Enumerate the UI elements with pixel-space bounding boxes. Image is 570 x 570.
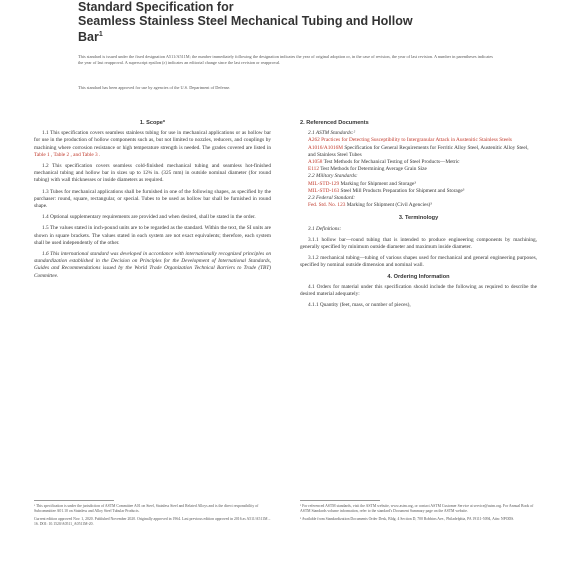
federal-standard-label: 2.3 Federal Standard: [308, 195, 356, 202]
referenced-documents-heading: 2. Referenced Documents [300, 120, 369, 126]
mil-ref-item: MIL-STD-163 Steel Mill Products Preparation for Shipment and Storage³ [308, 187, 465, 194]
ordering-heading: 4. Ordering Information [387, 273, 450, 280]
para-1-2: 1.2 This specification covers seamless cold-finished mechanical tubing and seamless hot-finished mechanical tubing and hollow bar in sizes up to 12¾ in. (325 mm) in outside nominal diameter (for round tubing) with wall thicknesses or inside diameters as required. [34, 163, 271, 184]
title-line-2: Seamless Stainless Steel Mechanical Tubing and Hollow [78, 14, 413, 28]
para-1-1: 1.1 This specification covers seamless stainless tubing for use in mechanical applications or as hollow bar for use in the production of hollow components such as, but not limited to nozzles, reducers, and couplings by machining where corrosion resistance or high temperature strength is needed. The grades covered are listed in Table 1 , Table 2 , and Table 3 . [34, 130, 271, 158]
right-footnotes [300, 504, 537, 522]
footnote-1: ¹ This specification is under the jurisdiction of ASTM Committee A01 on Steel, Stainless Steel and Related Alloys and is the direct responsibility of Subcommittee A01.10 on Stainless and Alloy Steel Tubular Products. [34, 504, 259, 513]
footnote-2: ² For referenced ASTM standards, visit the ASTM website, www.astm.org, or contact ASTM Customer Service at service@astm.org. For Annual Book of ASTM Standards volume information, refer to the standard's Document Summary page on the ASTM website. [300, 504, 534, 513]
document-title [78, 0, 548, 44]
left-footnote-rule [34, 500, 114, 501]
astm-standards-label: 2.1 ASTM Standards:² [308, 130, 356, 137]
title-line-1: Standard Specification for [78, 0, 234, 14]
para-1-5: 1.5 The values stated in inch-pound units are to be regarded as the standard. Within the text, the SI units are shown in square brackets. The values stated in each system are not exact equivalents; therefore, each system shall be used independently of the other. [34, 225, 271, 246]
dod-notice: This standard has been approved for use by agencies of the U.S. Department of Defense. [78, 85, 231, 90]
title-line-3: Bar$^1$ [78, 30, 103, 45]
para-1-3: 1.3 Tubes for mechanical applications shall be furnished in one of the following shapes, as specified by the purchaser: round, square, rectangular, or special. Tubes to be used as hollow bar shall be furnished in round shape. [34, 188, 271, 210]
mil-ref-item: MIL-STD-129 Marking for Shipment and Storage³ [308, 180, 416, 187]
left-column [34, 120, 271, 284]
para-4-1: 4.1 Orders for material under this specification should include the following as required to describe the desired material adequately: [300, 283, 537, 298]
para-1-6: 1.6 This international standard was developed in accordance with internationally recognized principles on standardization established in the Decision on Principles for the Development of International Standards, Guides and Recommendations issued by the World Trade Organization Technical Barriers to Trade (TBT) Committee. [34, 251, 271, 279]
para-4-1-1: 4.1.1 Quantity (feet, mass, or number of pieces), [308, 302, 411, 309]
para-1-4: 1.4 Optional supplementary requirements are provided and when desired, shall be stated in the order. [42, 214, 256, 221]
ref-item: A262 Practices for Detecting Susceptibility to Intergranular Attack in Austenitic Stainless Steels [308, 137, 512, 144]
fed-ref-item: Fed. Std. No. 123 Marking for Shipment (Civil Agencies)³ [308, 202, 432, 209]
military-standards-label: 2.2 Military Standards: [308, 173, 358, 180]
right-column [300, 120, 537, 313]
para-3-1-2: 3.1.2 mechanical tubing—tubing of various shapes used for mechanical and general engineering purposes, specified by nominal outside dimension and nominal wall. [300, 255, 537, 269]
terminology-heading: 3. Terminology [398, 215, 439, 222]
footnote-3: ³ Available from Standardization Documents Order Desk, Bldg. 4 Section D, 700 Robbins Ave., Philadelphia, PA 19111-5094, Attn: NPODS. [300, 517, 515, 521]
title-footnote-mark: 1 [98, 31, 103, 38]
para-3-1: 3.1 Definitions: [308, 225, 342, 232]
ref-item: E112 Test Methods for Determining Average Grain Size [308, 166, 427, 173]
table-links[interactable]: Table 1 , Table 2 , and Table 3 . [34, 151, 101, 158]
right-footnote-rule [300, 500, 380, 501]
para-3-1-1: 3.1.1 hollow bar—round tubing that is intended to produce engineering components by machining, generally specified by minimum outside diameter and maximum inside diameter. [300, 236, 537, 251]
designation-notice: This standard is issued under the fixed designation A511/A511M; the number immediately following the designation indicates the year of original adoption or, in the case of revision, the year of last revision. A number in parentheses indicates the year of last reapproval. A superscript epsilon (ε) indicates an editorial change since the last revision or reapproval. [78, 54, 493, 65]
scope-heading: 1. Scope* [139, 120, 166, 126]
left-footnotes [34, 504, 271, 527]
ref-item: A1016/A1016M Specification for General Requirements for Ferritic Alloy Steel, Austenitic Alloy Steel, and Stainless Steel Tubes [308, 144, 529, 158]
footnote-edition: Current edition approved Nov. 1, 2020. Published November 2020. Originally approved in 1964. Last previous edition approved in 2016 as A511/A511M – 16. DOI: 10.1520/A0511_A0511M-20. [34, 517, 271, 526]
ref-item: A1058 Test Methods for Mechanical Testing of Steel Products—Metric [308, 159, 460, 166]
